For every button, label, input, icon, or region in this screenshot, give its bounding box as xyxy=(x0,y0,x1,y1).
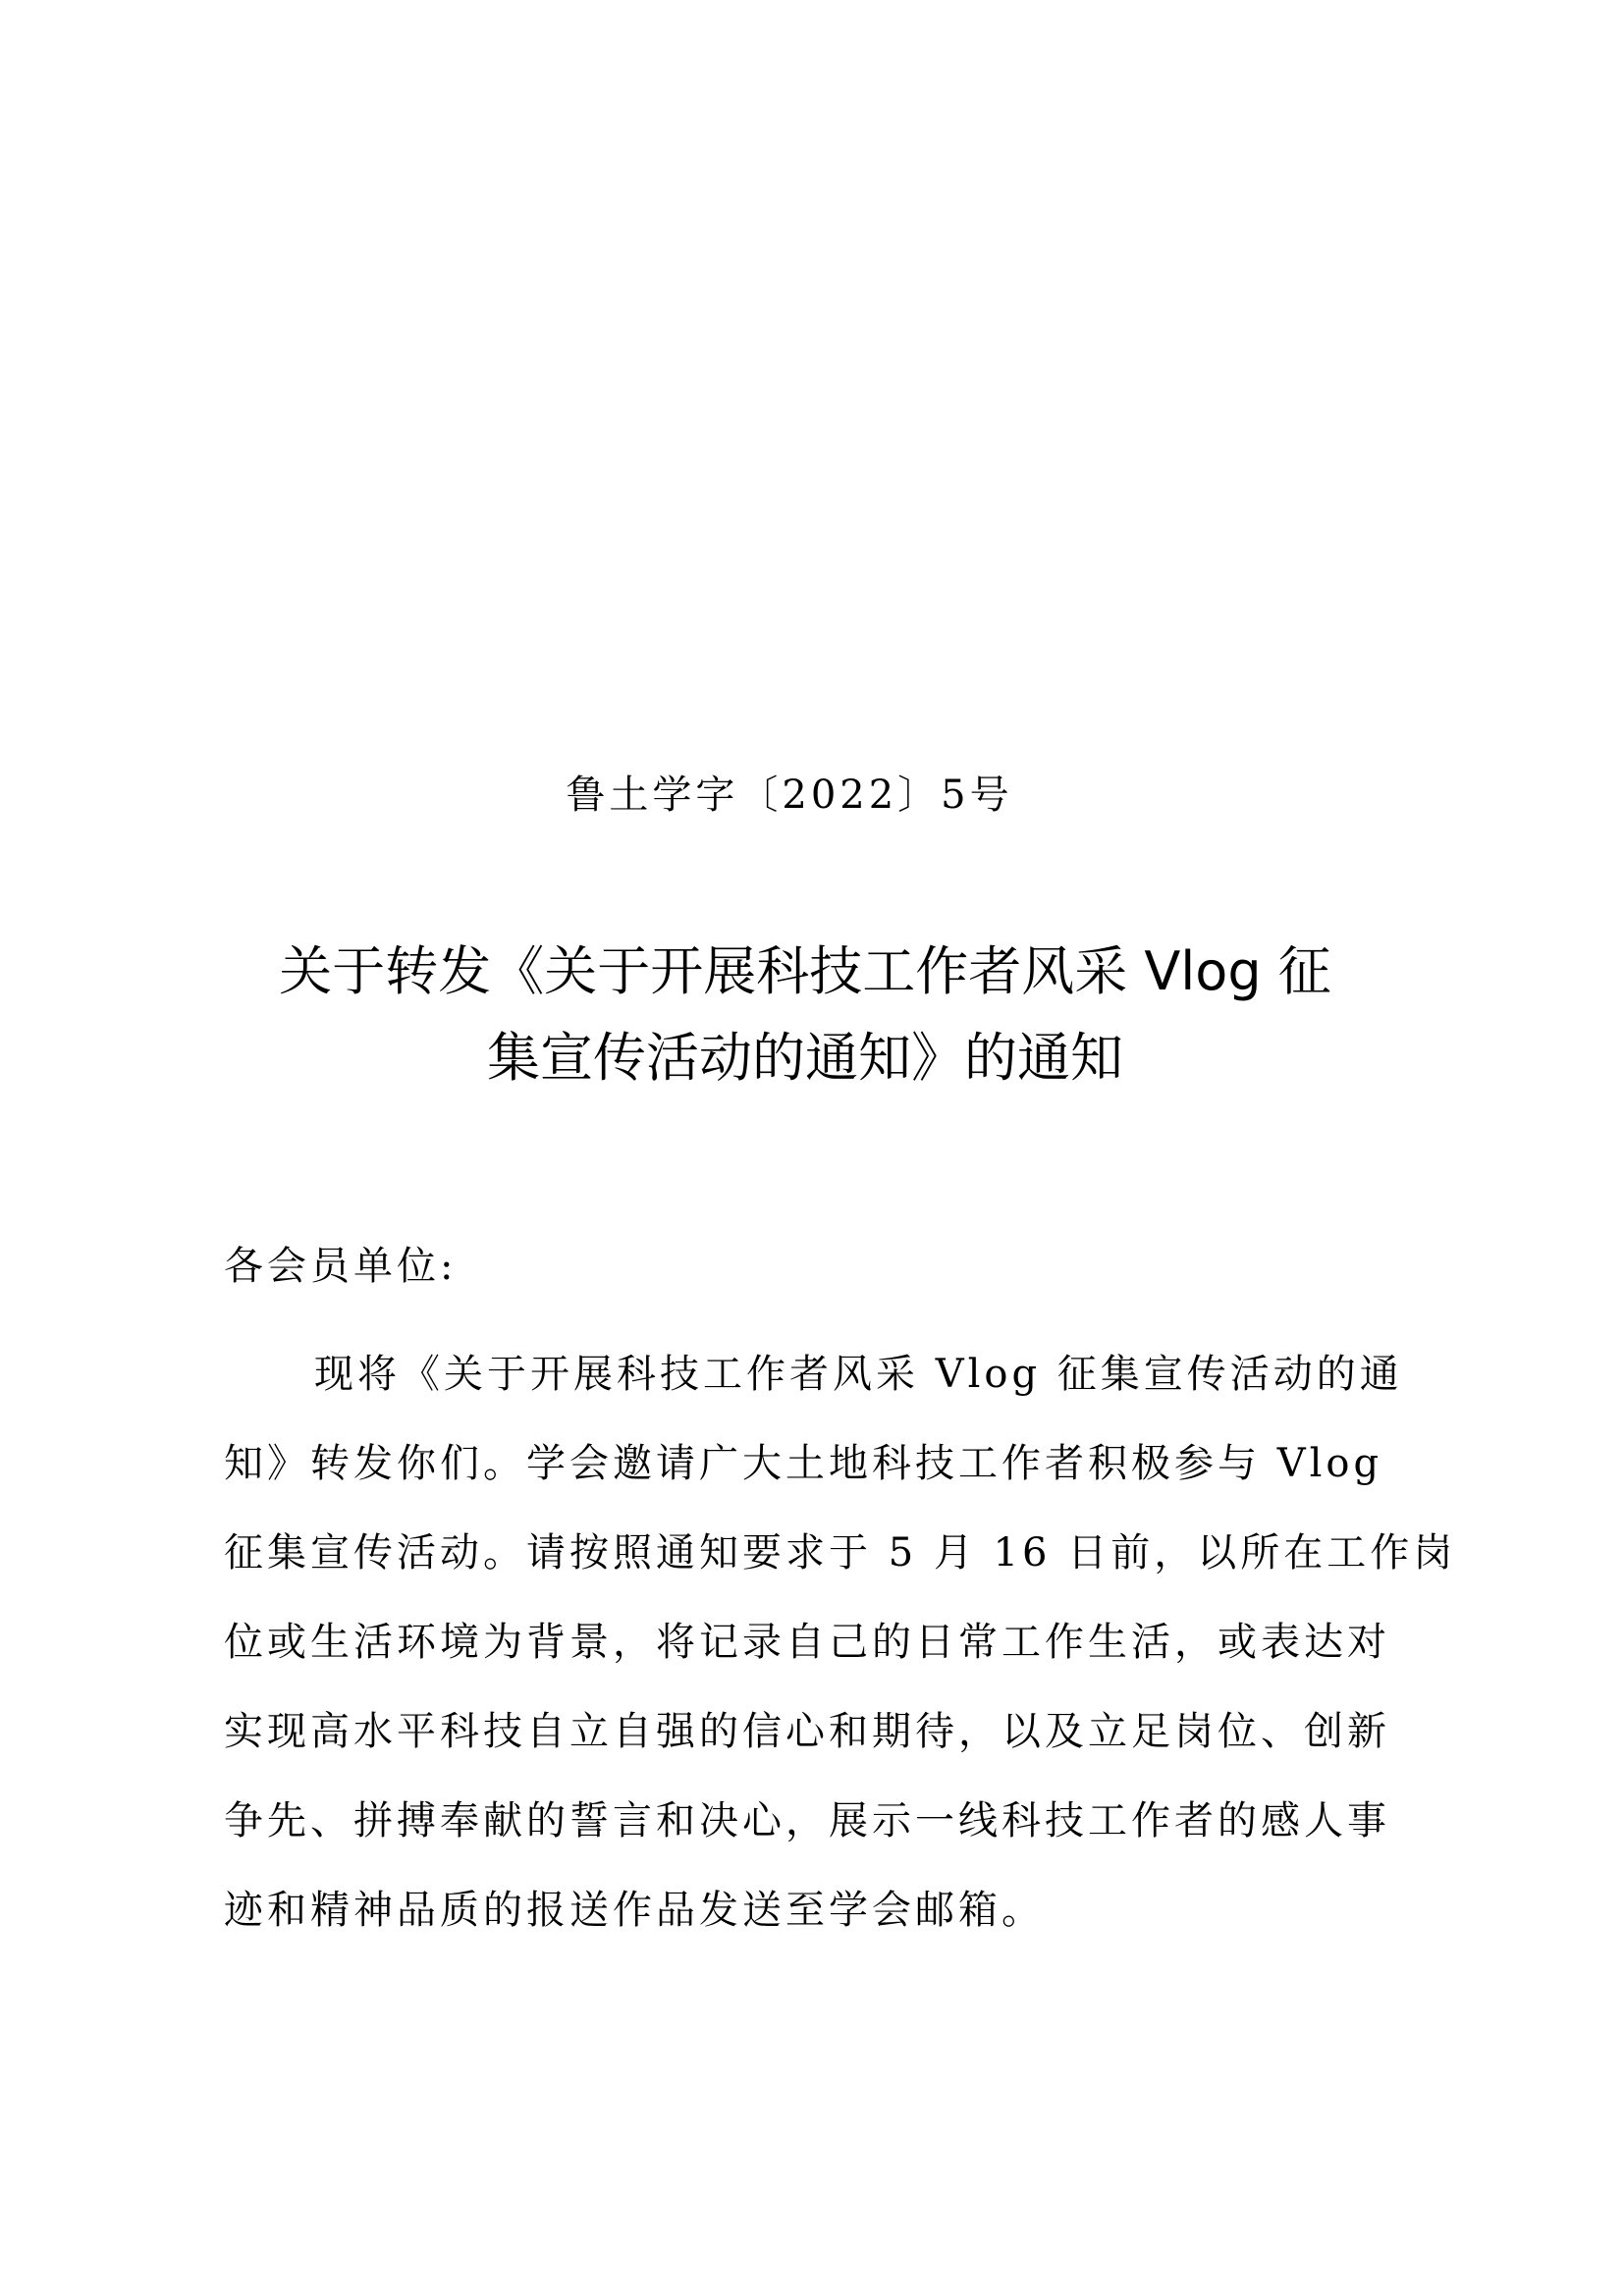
document-number: 鲁土学字〔2022〕5号 xyxy=(566,773,1013,818)
body-line-2: 知》转发你们。学会邀请广大土地科技工作者积极参与 Vlog xyxy=(224,1441,1383,1486)
title-line-1: 关于转发《关于开展科技工作者风采 Vlog 征 xyxy=(279,940,1331,1002)
body-line-3: 征集宣传活动。请按照通知要求于 5 月 16 日前，以所在工作岗 xyxy=(224,1530,1457,1575)
salutation: 各会员单位: xyxy=(224,1244,458,1289)
document-title xyxy=(196,929,1414,1101)
body-line-1: 现将《关于开展科技工作者风采 Vlog 征集宣传活动的通 xyxy=(314,1352,1403,1397)
body-line-6: 争先、拼搏奉献的誓言和决心，展示一线科技工作者的感人事 xyxy=(224,1798,1390,1843)
body-line-7: 迹和精神品质的报送作品发送至学会邮箱。 xyxy=(224,1888,1045,1933)
body-paragraph xyxy=(224,1330,1457,1955)
body-line-4: 位或生活环境为背景，将记录自己的日常工作生活，或表达对 xyxy=(224,1620,1390,1665)
title-line-2: 集宣传活动的通知》的通知 xyxy=(487,1027,1123,1089)
body-line-5: 实现高水平科技自立自强的信心和期待，以及立足岗位、创新 xyxy=(224,1709,1390,1754)
